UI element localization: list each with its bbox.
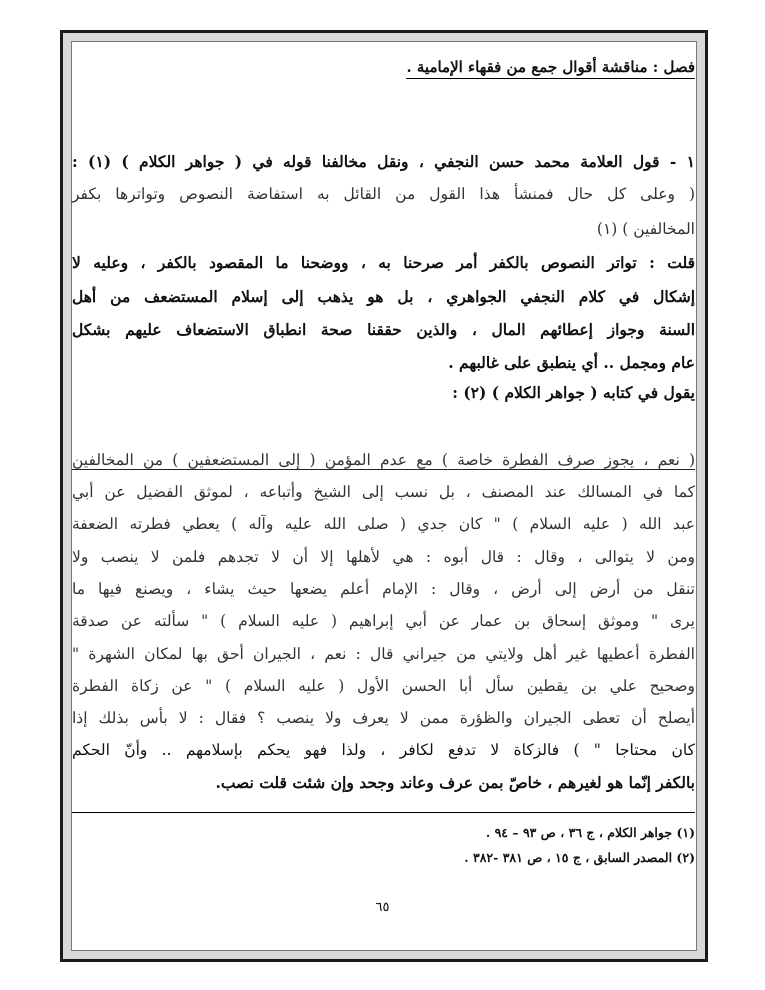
commentary-line-5: يقول في كتابه ( جواهر الكلام ) (٢) : — [452, 383, 695, 402]
commentary-line-1: قلت : تواتر النصوص بالكفر أمر صرحنا به ، ووضحنا ما المقصود بالكفر ، وعليه لا — [72, 253, 695, 272]
item1-heading: ١ - قول العلامة محمد حسن النجفي ، ونقل مخالفنا قوله في ( جواهر الكلام ) (١) : — [72, 152, 695, 171]
commentary-line-3: السنة وجواز إعطائهم المال ، والذين حققنا صحة انطباق الاستضعاف عليهم بشكل — [72, 320, 695, 339]
quote1-line-1: ( وعلى كل حال فمنشأ هذا القول من القائل به استفاضة النصوص وتواترها بكفر — [72, 185, 695, 203]
quote2-line-6: يرى " وموثق إسحاق بن عمار عن أبي إبراهيم ( عليه السلام ) " سألته عن صدقة — [72, 612, 695, 630]
quote2-line-5: تنقل من أرض إلى أرض ، وقال : الإمام أعلم يضعها حيث يشاء ، ويصنع فيها ما — [72, 580, 695, 598]
footnote-2: (٢) المصدر السابق ، ج ١٥ ، ص ٣٨١ -٣٨٢ . — [464, 850, 695, 865]
footnote-1: (١) جواهر الكلام ، ج ٣٦ ، ص ٩٣ – ٩٤ . — [485, 825, 695, 840]
commentary-line-4: عام ومجمل .. أي ينطبق على غالبهم . — [448, 353, 695, 372]
section-title: فصل : مناقشة أقوال جمع من فقهاء الإمامية . — [406, 58, 695, 79]
quote2-line-8: وصحيح علي بن يقطين سأل أبا الحسن الأول ( عليه السلام ) " عن زكاة الفطرة — [72, 677, 695, 695]
quote2-line-10: كان محتاجا " ) فالزكاة لا تدفع لكافر ، ولذا فهو يحكم بإسلامهم .. وأنّ الحكم — [72, 741, 695, 759]
quote2-line-9: أيصلح أن تعطى الجيران والظؤرة ممن لا يعرف ولا ينصب ؟ فقال : لا بأس بذلك إذا — [72, 709, 695, 727]
footnote-divider — [72, 812, 695, 813]
quote2-line-4: ومن لا يتوالى ، وقال : قال أبوه : هي لأهلها إلا أن لا تجدهم فلمن لا ينصب ولا — [72, 548, 695, 566]
commentary-line-2: إشكال في كلام النجفي الجواهري ، بل هو يذهب إلى إسلام المستضعف من أهل — [72, 287, 695, 306]
quote2-line-1: ( نعم ، يجوز صرف الفطرة خاصة ) مع عدم المؤمن ( إلى المستضعفين ) من المخالفين — [72, 451, 695, 469]
quote2-line-2: كما في المسالك عند المصنف ، بل نسب إلى الشيخ وأتباعه ، لموثق الفضيل عن أبي — [72, 483, 695, 501]
quote2-line-3: عبد الله ( عليه السلام ) " كان جدي ( صلى الله عليه وآله ) يعطي فطرته الضعفة — [72, 515, 695, 533]
quote1-line-2: المخالفين ) (١) — [596, 220, 695, 238]
page-number: ٦٥ — [375, 900, 390, 915]
quote2-line-11: بالكفر إنّما هو لغيرهم ، خاصّ بمن عرف وعاند وجحد وإن شئت قلت نصب. — [215, 773, 695, 792]
quote2-line-7: الفطرة أعطيها غير أهل ولايتي من جيراني قال : نعم ، الجيران أحق بها لمكان الشهرة " — [72, 645, 695, 663]
